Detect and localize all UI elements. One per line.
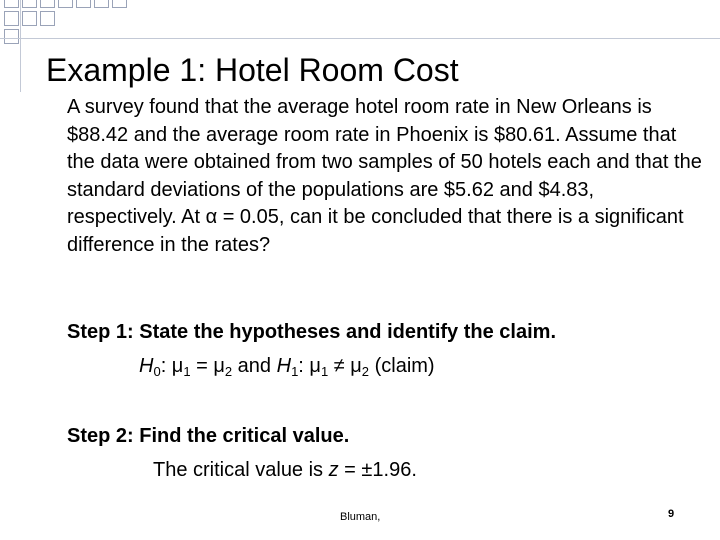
mu-subscript: 2 bbox=[224, 364, 233, 379]
critical-value bbox=[153, 459, 417, 482]
mu-subscript: 1 bbox=[183, 364, 191, 379]
hypotheses bbox=[139, 355, 435, 378]
h1-label: H bbox=[276, 355, 292, 377]
h1-not-equal: ≠ μ bbox=[328, 355, 362, 377]
critical-prefix: The critical value is bbox=[153, 459, 329, 481]
slide-title: Example 1: Hotel Room Cost bbox=[46, 52, 459, 88]
h0-relation: : μ bbox=[160, 355, 184, 377]
h1-relation: : μ bbox=[298, 355, 321, 377]
h0-subscript: 0 bbox=[153, 364, 161, 379]
h1-subscript: 1 bbox=[291, 364, 299, 379]
step1-heading: Step 1: State the hypotheses and identify the claim. bbox=[67, 321, 556, 343]
critical-variable: z bbox=[328, 459, 339, 481]
page-number: 9 bbox=[668, 508, 675, 520]
problem-statement: A survey found that the average hotel room rate in New Orleans is $88.42 and the average room rate in Phoenix is $80.61. Assume that the data were obtained from two samples of 50 hotels each and that the standard deviations of the populations are $5.62 and $4.83, respectively. At α = 0.05, can it be concluded that there is a significant difference in the rates? bbox=[67, 96, 702, 256]
h0-equals: = μ bbox=[190, 355, 225, 377]
h0-label: H bbox=[139, 355, 154, 377]
claim-label: (claim) bbox=[369, 355, 435, 377]
decorative-grid bbox=[0, 0, 160, 52]
step2-heading: Step 2: Find the critical value. bbox=[67, 425, 350, 447]
horizontal-rule bbox=[0, 38, 720, 39]
vertical-rule bbox=[20, 0, 21, 92]
critical-number: = ±1.96. bbox=[338, 459, 417, 481]
and-text: and bbox=[232, 355, 277, 377]
mu-subscript: 2 bbox=[361, 364, 370, 379]
footer-author: Bluman, bbox=[340, 511, 381, 523]
mu-subscript: 1 bbox=[320, 364, 329, 379]
